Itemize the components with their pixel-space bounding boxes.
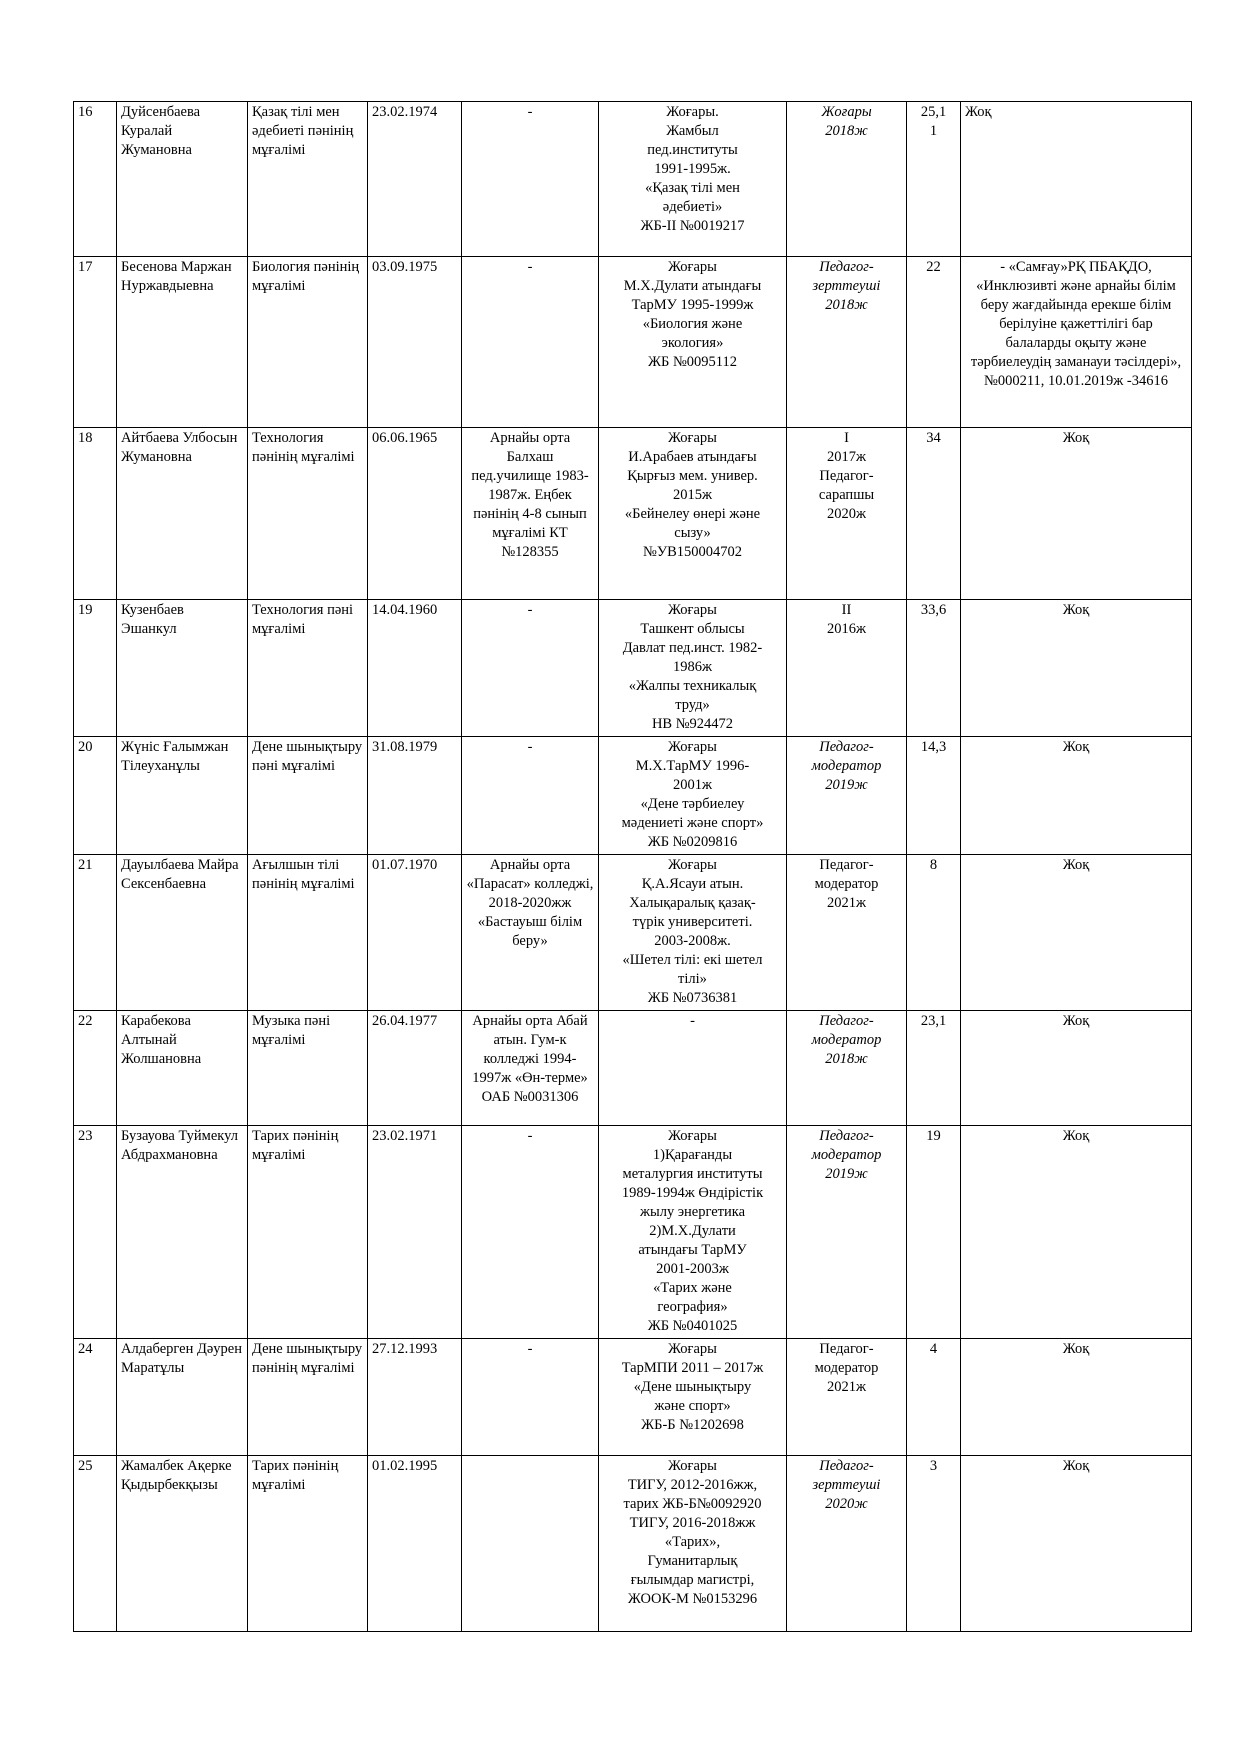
birth-date: 03.09.1975: [368, 257, 462, 428]
courses-info: Жоқ: [961, 102, 1192, 257]
work-experience: [907, 428, 961, 600]
birth-date: 31.08.1979: [368, 737, 462, 855]
qualification-category: [787, 1456, 907, 1632]
higher-education-line: экология»: [661, 335, 724, 351]
work-experience-line: 4: [929, 1341, 938, 1357]
higher-education-line: ТИГУ, 2016-2018жж: [629, 1515, 756, 1531]
higher-education-line: Ташкент облысы: [640, 621, 745, 637]
higher-education-line: И.Арабаев атындағы: [628, 449, 757, 465]
qualification-category-line: II: [841, 602, 852, 618]
higher-education-line: «Қазақ тілі мен: [645, 180, 740, 196]
qualification-category-line: 2018ж: [825, 123, 868, 139]
higher-education-line: -: [690, 1013, 695, 1029]
subject-position: Дене шынықтыру пәнінің мұғалімі: [248, 1339, 368, 1456]
higher-education-line: Жоғары: [668, 430, 717, 446]
higher-education-line: металургия институты: [622, 1166, 763, 1182]
qualification-category: [787, 1339, 907, 1456]
subject-position: Қазақ тілі мен әдебиеті пәнінің мұғалімі: [248, 102, 368, 257]
higher-education-line: Қ.А.Ясауи атын.: [641, 876, 744, 892]
teacher-name: Кузенбаев Эшанкул: [117, 600, 248, 737]
qualification-category: [787, 1011, 907, 1126]
row-number: 24: [74, 1339, 117, 1456]
qualification-category-line: Педагог-: [819, 468, 874, 484]
higher-education-line: тілі»: [678, 971, 707, 987]
higher-education-line: 1991-1995ж.: [654, 161, 731, 177]
birth-date: 23.02.1971: [368, 1126, 462, 1339]
subject-position: Дене шынықтыру пәні мұғалімі: [248, 737, 368, 855]
qualification-category: [787, 257, 907, 428]
table-row: [74, 855, 1192, 1011]
subject-position: Тарих пәнінің мұғалімі: [248, 1456, 368, 1632]
higher-education-line: 1989-1994ж Өндірістік: [621, 1185, 764, 1201]
row-number: 23: [74, 1126, 117, 1339]
higher-education: [599, 1456, 787, 1632]
special-education: Арнайы орта Балхаш пед.училище 1983-1987ж. Еңбек пәнінің 4-8 сынып мұғалімі КТ №128355: [462, 428, 599, 600]
qualification-category-line: 2016ж: [826, 621, 867, 637]
row-number: 20: [74, 737, 117, 855]
work-experience-line: 1: [929, 123, 938, 139]
special-education: Арнайы орта Абай атын. Гум-к колледжі 1994-1997ж «Өн-терме» ОАБ №0031306: [462, 1011, 599, 1126]
higher-education: [599, 428, 787, 600]
birth-date: 23.02.1974: [368, 102, 462, 257]
higher-education: [599, 600, 787, 737]
qualification-category: [787, 428, 907, 600]
higher-education-line: 2003-2008ж.: [654, 933, 731, 949]
table-row: [74, 600, 1192, 737]
higher-education-line: «Бейнелеу өнері және: [624, 506, 761, 522]
higher-education-line: ғылымдар магистрі,: [630, 1572, 755, 1588]
work-experience-line: 34: [926, 430, 941, 446]
qualification-category-line: модератор: [811, 1032, 882, 1048]
higher-education-line: 2001ж: [672, 777, 713, 793]
qualification-category-line: зерттеуші: [812, 1477, 881, 1493]
higher-education: [599, 257, 787, 428]
higher-education-line: «Биология және: [642, 316, 743, 332]
courses-info: Жоқ: [961, 855, 1192, 1011]
staff-table: [73, 101, 1192, 1632]
birth-date: 26.04.1977: [368, 1011, 462, 1126]
teacher-name: Карабекова Алтынай Жолшановна: [117, 1011, 248, 1126]
birth-date: 06.06.1965: [368, 428, 462, 600]
qualification-category-line: модератор: [814, 876, 879, 892]
qualification-category-line: I: [844, 430, 849, 446]
higher-education-line: ТИГУ, 2012-2016жж,: [627, 1477, 758, 1493]
qualification-category-line: 2019ж: [825, 1166, 868, 1182]
qualification-category-line: Жоғары: [821, 104, 872, 120]
special-education: -: [462, 102, 599, 257]
higher-education-line: ЖБ-Б №1202698: [641, 1417, 744, 1433]
row-number: 25: [74, 1456, 117, 1632]
work-experience-line: 22: [926, 259, 941, 275]
higher-education-line: Жоғары: [668, 1341, 717, 1357]
higher-education-line: 1)Қарағанды: [652, 1147, 733, 1163]
row-number: 18: [74, 428, 117, 600]
higher-education: [599, 855, 787, 1011]
qualification-category: [787, 855, 907, 1011]
table-row: [74, 1011, 1192, 1126]
work-experience-line: 14,3: [920, 739, 947, 755]
qualification-category-line: 2018ж: [825, 297, 868, 313]
higher-education-line: ЖБ №0736381: [647, 990, 738, 1006]
work-experience-line: 19: [926, 1128, 941, 1144]
higher-education-line: Жоғары: [668, 739, 717, 755]
subject-position: Технология пәні мұғалімі: [248, 600, 368, 737]
birth-date: 01.07.1970: [368, 855, 462, 1011]
work-experience: [907, 257, 961, 428]
higher-education-line: «Шетел тілі: екі шетел: [622, 952, 763, 968]
higher-education-line: Гуманитарлық: [647, 1553, 738, 1569]
qualification-category-line: 2018ж: [825, 1051, 868, 1067]
higher-education-line: ЖБ №0095112: [648, 354, 737, 370]
higher-education: [599, 1011, 787, 1126]
qualification-category-line: Педагог-: [819, 1458, 874, 1474]
table-row: [74, 737, 1192, 855]
work-experience: [907, 1126, 961, 1339]
row-number: 16: [74, 102, 117, 257]
higher-education-line: Жоғары: [668, 1458, 717, 1474]
work-experience: [907, 1339, 961, 1456]
teacher-name: Дуйсенбаева Куралай Жумановна: [117, 102, 248, 257]
qualification-category-line: Педагог-: [819, 1013, 874, 1029]
higher-education-line: ТарМПИ 2011 – 2017ж: [621, 1360, 764, 1376]
higher-education-line: атындағы ТарМУ: [638, 1242, 747, 1258]
higher-education-line: труд»: [675, 697, 710, 713]
higher-education-line: ЖООК-М №0153296: [627, 1591, 758, 1607]
table-row: [74, 428, 1192, 600]
subject-position: Музыка пәні мұғалімі: [248, 1011, 368, 1126]
higher-education-line: ТарМУ 1995-1999ж: [631, 297, 754, 313]
birth-date: 27.12.1993: [368, 1339, 462, 1456]
qualification-category-line: Педагог-: [819, 1128, 874, 1144]
row-number: 17: [74, 257, 117, 428]
courses-info: Жоқ: [961, 1339, 1192, 1456]
teacher-name: Алдаберген Дәурен Маратұлы: [117, 1339, 248, 1456]
higher-education-line: Жоғары: [668, 602, 717, 618]
higher-education: [599, 102, 787, 257]
work-experience-line: 25,1: [920, 104, 947, 120]
work-experience: [907, 737, 961, 855]
qualification-category-line: модератор: [811, 1147, 882, 1163]
row-number: 19: [74, 600, 117, 737]
higher-education-line: ЖБ №0209816: [647, 834, 738, 850]
higher-education-line: Жоғары: [668, 1128, 717, 1144]
qualification-category-line: Педагог-: [819, 1341, 874, 1357]
higher-education-line: «Дене шынықтыру: [633, 1379, 752, 1395]
higher-education-line: Жамбыл: [666, 123, 719, 139]
qualification-category-line: 2020ж: [826, 506, 867, 522]
work-experience: [907, 1011, 961, 1126]
higher-education-line: Жоғары.: [666, 104, 719, 120]
qualification-category-line: 2021ж: [826, 1379, 867, 1395]
subject-position: Биология пәнінің мұғалімі: [248, 257, 368, 428]
higher-education-line: 1986ж: [672, 659, 713, 675]
table-row: [74, 1456, 1192, 1632]
special-education: [462, 1456, 599, 1632]
qualification-category-line: 2021ж: [826, 895, 867, 911]
higher-education-line: пед.институты: [647, 142, 738, 158]
higher-education-line: география»: [657, 1299, 728, 1315]
special-education: -: [462, 737, 599, 855]
qualification-category-line: модератор: [814, 1360, 879, 1376]
special-education: -: [462, 1339, 599, 1456]
higher-education-line: сызу»: [674, 525, 711, 541]
birth-date: 01.02.1995: [368, 1456, 462, 1632]
work-experience: [907, 102, 961, 257]
higher-education-line: «Жалпы техникалық: [628, 678, 757, 694]
higher-education-line: 2)М.Х.Дулати: [649, 1223, 736, 1239]
higher-education-line: ЖБ №0401025: [647, 1318, 738, 1334]
work-experience: [907, 600, 961, 737]
teacher-name: Дауылбаева Майра Сексенбаевна: [117, 855, 248, 1011]
work-experience: [907, 1456, 961, 1632]
teacher-name: Жүніс Ғалымжан Тілеуханұлы: [117, 737, 248, 855]
higher-education-line: 2001-2003ж: [656, 1261, 729, 1277]
work-experience: [907, 855, 961, 1011]
higher-education-line: әдебиеті»: [662, 199, 723, 215]
courses-info: Жоқ: [961, 737, 1192, 855]
higher-education-line: Қырғыз мем. универ.: [627, 468, 758, 484]
teacher-name: Бузауова Туймекул Абдрахмановна: [117, 1126, 248, 1339]
table-row: [74, 102, 1192, 257]
special-education: -: [462, 600, 599, 737]
qualification-category-line: зерттеуші: [812, 278, 881, 294]
special-education: -: [462, 1126, 599, 1339]
higher-education: [599, 1126, 787, 1339]
higher-education-line: «Тарих»,: [664, 1534, 721, 1550]
higher-education-line: 2015ж: [672, 487, 713, 503]
qualification-category-line: сарапшы: [818, 487, 875, 503]
higher-education-line: М.Х.ТарМУ 1996-: [635, 758, 750, 774]
special-education: Арнайы орта «Парасат» колледжі, 2018-2020жж «Бастауыш білім беру»: [462, 855, 599, 1011]
higher-education-line: №УВ150004702: [642, 544, 743, 560]
work-experience-line: 8: [929, 857, 938, 873]
work-experience-line: 3: [929, 1458, 938, 1474]
teacher-name: Бесенова Маржан Нуржавдыевна: [117, 257, 248, 428]
higher-education-line: жылу энергетика: [639, 1204, 746, 1220]
higher-education-line: «Тарих және: [653, 1280, 732, 1296]
birth-date: 14.04.1960: [368, 600, 462, 737]
table-row: [74, 1126, 1192, 1339]
subject-position: Ағылшын тілі пәнінің мұғалімі: [248, 855, 368, 1011]
work-experience-line: 33,6: [920, 602, 947, 618]
higher-education: [599, 737, 787, 855]
table-row: [74, 1339, 1192, 1456]
qualification-category-line: модератор: [811, 758, 882, 774]
higher-education-line: ЖБ-II №0019217: [640, 218, 745, 234]
subject-position: Тарих пәнінің мұғалімі: [248, 1126, 368, 1339]
higher-education-line: Халықаралық қазақ-: [629, 895, 756, 911]
qualification-category-line: 2019ж: [825, 777, 868, 793]
higher-education-line: мәдениеті және спорт»: [621, 815, 764, 831]
higher-education-line: НВ №924472: [651, 716, 734, 732]
higher-education-line: «Дене тәрбиелеу: [640, 796, 745, 812]
higher-education-line: Жоғары: [668, 857, 717, 873]
qualification-category-line: Педагог-: [819, 259, 874, 275]
higher-education-line: Жоғары: [668, 259, 717, 275]
qualification-category-line: 2020ж: [825, 1496, 868, 1512]
qualification-category: [787, 737, 907, 855]
row-number: 22: [74, 1011, 117, 1126]
qualification-category-line: 2017ж: [826, 449, 867, 465]
teacher-name: Айтбаева Улбосын Жумановна: [117, 428, 248, 600]
qualification-category-line: Педагог-: [819, 739, 874, 755]
higher-education-line: Давлат пед.инст. 1982-: [622, 640, 763, 656]
qualification-category: [787, 102, 907, 257]
courses-info: Жоқ: [961, 428, 1192, 600]
special-education: -: [462, 257, 599, 428]
qualification-category: [787, 600, 907, 737]
higher-education-line: түрік университеті.: [632, 914, 753, 930]
courses-info: Жоқ: [961, 1011, 1192, 1126]
higher-education-line: М.Х.Дулати атындағы: [623, 278, 762, 294]
table-body: [74, 102, 1192, 1632]
row-number: 21: [74, 855, 117, 1011]
work-experience-line: 23,1: [920, 1013, 947, 1029]
courses-info: Жоқ: [961, 600, 1192, 737]
courses-info: Жоқ: [961, 1456, 1192, 1632]
courses-info: Жоқ: [961, 1126, 1192, 1339]
higher-education-line: тарих ЖБ-Б№0092920: [623, 1496, 762, 1512]
higher-education-line: және спорт»: [654, 1398, 731, 1414]
subject-position: Технология пәнінің мұғалімі: [248, 428, 368, 600]
qualification-category-line: Педагог-: [819, 857, 874, 873]
table-row: [74, 257, 1192, 428]
higher-education: [599, 1339, 787, 1456]
courses-info: - «Самғау»РҚ ПБАҚДО, «Инклюзивті және арнайы білім беру жағдайында ерекше білім берілуіне қажеттілігі бар балаларды оқыту және тәрбиелеудің заманауи тәсілдері», №000211, 10.01.2019ж -34616: [961, 257, 1192, 428]
qualification-category: [787, 1126, 907, 1339]
teacher-name: Жамалбек Ақерке Қыдырбекқызы: [117, 1456, 248, 1632]
